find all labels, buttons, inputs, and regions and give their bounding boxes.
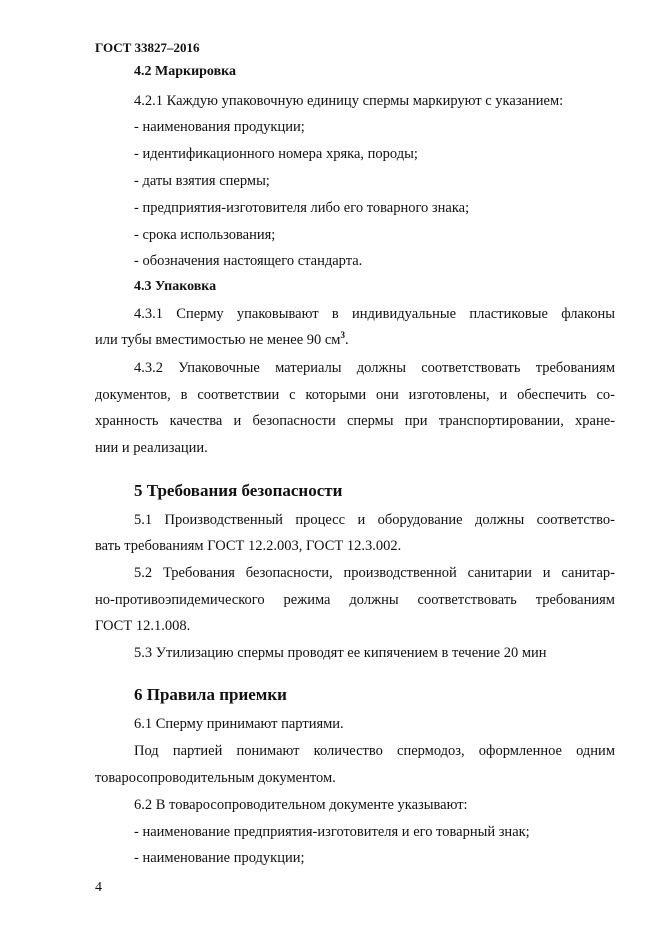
paragraph-4-3-1-line: 4.3.1 Сперму упаковывают в индивидуальные пластиковые флаконы (134, 306, 615, 322)
paragraph-6-2: 6.2 В товаросопроводительном документе указывают: (134, 797, 468, 813)
text-run: . (345, 331, 349, 348)
section-title-4-2: 4.2 Маркировка (134, 64, 236, 79)
section-title-5: 5 Требования безопасности (134, 481, 343, 500)
paragraph-5-2-line: ГОСТ 12.1.008. (95, 618, 191, 634)
list-item: - обозначения настоящего стандарта. (134, 253, 363, 269)
paragraph-5-3: 5.3 Утилизацию спермы проводят ее кипячением в течение 20 мин (134, 645, 547, 661)
paragraph-4-3-2-line: 4.3.2 Упаковочные материалы должны соответствовать требованиям (134, 360, 615, 376)
document-header: ГОСТ 33827–2016 (95, 40, 200, 55)
paragraph-5-1-line: вать требованиям ГОСТ 12.2.003, ГОСТ 12.3.002. (95, 538, 402, 554)
paragraph-5-2-line: но-противоэпидемического режима должны соответствовать требованиям (95, 592, 615, 608)
list-item: - даты взятия спермы; (134, 173, 270, 189)
paragraph-4-3-2-line: хранность качества и безопасности спермы при транспортировании, хране- (95, 413, 615, 429)
paragraph-4-3-2-line: нии и реализации. (95, 440, 208, 456)
paragraph-5-1-line: 5.1 Производственный процесс и оборудование должны соответство- (134, 512, 615, 528)
list-item: - срока использования; (134, 227, 276, 243)
paragraph-batch-line: товаросопроводительным документом. (95, 770, 336, 786)
paragraph-6-1: 6.1 Сперму принимают партиями. (134, 716, 344, 732)
paragraph-5-2-line: 5.2 Требования безопасности, производственной санитарии и санитар- (134, 565, 615, 581)
list-item: - наименование продукции; (134, 850, 305, 866)
text-run: или тубы вместимостью не менее 90 см (95, 331, 341, 348)
paragraph-4-3-1-line (95, 330, 349, 349)
superscript: 3 (340, 330, 345, 340)
list-item: - наименование предприятия-изготовителя и его товарный знак; (134, 824, 530, 840)
list-item: - идентификационного номера хряка, породы; (134, 146, 418, 162)
list-item: - наименования продукции; (134, 119, 305, 135)
paragraph-4-3-2-line: документов, в соответствии с которыми они изготовлены, и обеспечить со- (95, 387, 615, 403)
paragraph-4-2-1: 4.2.1 Каждую упаковочную единицу спермы маркируют с указанием: (134, 93, 564, 109)
page-number: 4 (95, 880, 102, 895)
list-item: - предприятия-изготовителя либо его товарного знака; (134, 200, 470, 216)
section-title-6: 6 Правила приемки (134, 685, 287, 704)
section-title-4-3: 4.3 Упаковка (134, 279, 217, 294)
paragraph-batch-line: Под партией понимают количество спермодоз, оформленное одним (134, 743, 615, 759)
